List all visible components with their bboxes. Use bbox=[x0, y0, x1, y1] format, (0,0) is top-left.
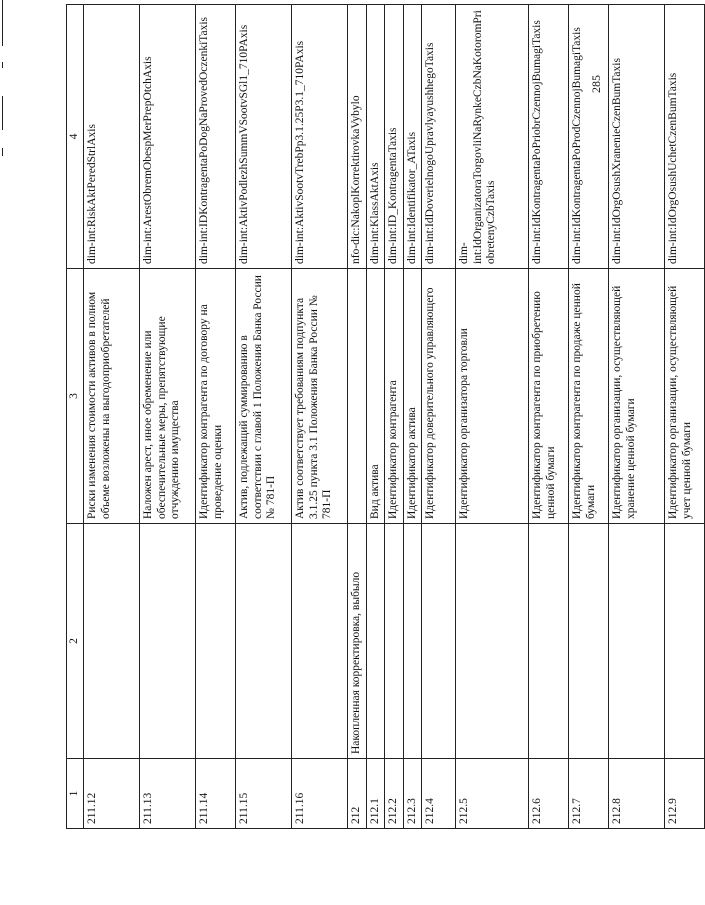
row-taxonomy: dim-int:RiskAktPeredStrlAxis bbox=[84, 5, 140, 269]
table-row bbox=[196, 5, 236, 829]
row-taxonomy: dim-int:KlassAktAxis bbox=[366, 5, 385, 269]
row-name bbox=[385, 524, 404, 759]
row-name bbox=[366, 524, 385, 759]
row-code: 212.3 bbox=[403, 759, 422, 829]
row-code: 211.14 bbox=[196, 759, 236, 829]
row-name bbox=[422, 524, 456, 759]
row-taxonomy: dim-int:IDKontragentaPoDogNaProvedOczenkiTaxis bbox=[196, 5, 236, 269]
row-description: Идентификатор организации, осуществляющей учет ценной бумаги bbox=[665, 269, 705, 524]
header-cell: 4 bbox=[67, 5, 84, 269]
row-description: Идентификатор организатора торговли bbox=[456, 269, 529, 524]
row-name bbox=[456, 524, 529, 759]
row-taxonomy: nfo-dic:NakoplKorrektirovkaVybylo bbox=[348, 5, 367, 269]
row-code: 212.2 bbox=[385, 759, 404, 829]
table-row bbox=[403, 5, 422, 829]
row-description: Вид актива bbox=[366, 269, 385, 524]
table-row bbox=[456, 5, 529, 829]
row-taxonomy: dim-int:IdDoverielnogoUpravlyayushhegoTaxis bbox=[422, 5, 456, 269]
row-taxonomy: dim-int:IdKontragentaPoProdCzennojBumagiTaxis bbox=[569, 5, 609, 269]
row-description: Риски изменения стоимости активов в полном объеме возложены на выгодоприобретателей bbox=[84, 269, 140, 524]
table-row bbox=[569, 5, 609, 829]
row-name bbox=[292, 524, 348, 759]
header-cell: 1 bbox=[67, 759, 84, 829]
row-description: Идентификатор контрагента по договору на проведение оценки bbox=[196, 269, 236, 524]
table-row bbox=[236, 5, 292, 829]
row-taxonomy: dim-int:AktivSootvTrebPp3.1.25P3.1_710PAxis bbox=[292, 5, 348, 269]
row-taxonomy: dim-int:IdOrgOsushUchetCzenBumTaxis bbox=[665, 5, 705, 269]
row-description: Идентификатор актива bbox=[403, 269, 422, 524]
table-row bbox=[348, 5, 367, 829]
row-code: 212.5 bbox=[456, 759, 529, 829]
row-name bbox=[403, 524, 422, 759]
row-taxonomy: dim-int:Identifikator_ATaxis bbox=[403, 5, 422, 269]
row-code: 212.9 bbox=[665, 759, 705, 829]
table-row bbox=[385, 5, 404, 829]
table-row bbox=[665, 5, 705, 829]
table-row bbox=[422, 5, 456, 829]
row-description bbox=[348, 269, 367, 524]
row-taxonomy: dim-int:IdKontragentaPoPriobrCzennojBumagiTaxis bbox=[529, 5, 569, 269]
row-code: 212 bbox=[348, 759, 367, 829]
row-taxonomy: dim-int:ArestObremObespMerPrepOtchAxis bbox=[140, 5, 196, 269]
row-name: Накопленная корректировка, выбыло bbox=[348, 524, 367, 759]
row-code: 212.4 bbox=[422, 759, 456, 829]
header-cell: 2 bbox=[67, 524, 84, 759]
row-taxonomy: dim-int:AktivPodlezhSummVSootvSGl1_710PAxis bbox=[236, 5, 292, 269]
row-name bbox=[196, 524, 236, 759]
row-description: Идентификатор контрагента по продаже ценной бумаги bbox=[569, 269, 609, 524]
row-name bbox=[569, 524, 609, 759]
row-code: 211.12 bbox=[84, 759, 140, 829]
row-taxonomy: dim-int:IdOrgOsushXranenieCzenBumTaxis bbox=[609, 5, 665, 269]
row-name bbox=[84, 524, 140, 759]
row-name bbox=[665, 524, 705, 759]
document-table bbox=[66, 4, 705, 829]
header-cell: 3 bbox=[67, 269, 84, 524]
row-taxonomy: dim-int:IdOrganizatoraTorgovliNaRynkeCzbNaKotoromPriobretenyCzbTaxis bbox=[456, 5, 529, 269]
row-code: 211.15 bbox=[236, 759, 292, 829]
table-row bbox=[609, 5, 665, 829]
row-code: 212.1 bbox=[366, 759, 385, 829]
table-row bbox=[366, 5, 385, 829]
table-row bbox=[84, 5, 140, 829]
binding-marks bbox=[0, 0, 8, 160]
row-name bbox=[609, 524, 665, 759]
table-header-row bbox=[67, 5, 84, 829]
page-number: 285 bbox=[589, 75, 603, 93]
row-taxonomy: dim-int:ID_KontragentaTaxis bbox=[385, 5, 404, 269]
row-description: Идентификатор доверительного управляющего bbox=[422, 269, 456, 524]
table-row bbox=[140, 5, 196, 829]
row-description: Идентификатор контрагента по приобретению ценной бумаги bbox=[529, 269, 569, 524]
row-code: 211.16 bbox=[292, 759, 348, 829]
row-name bbox=[529, 524, 569, 759]
row-description: Идентификатор организации, осуществляющей хранение ценной бумаги bbox=[609, 269, 665, 524]
table-row bbox=[292, 5, 348, 829]
row-code: 212.7 bbox=[569, 759, 609, 829]
row-description: Актив соответствует требованиям подпункта 3.1.25 пункта 3.1 Положения Банка России № 781-П bbox=[292, 269, 348, 524]
row-description: Актив, подлежащий суммированию в соответствии с главой 1 Положения Банка России № 781-П bbox=[236, 269, 292, 524]
row-description: Идентификатор контрагента bbox=[385, 269, 404, 524]
row-code: 212.6 bbox=[529, 759, 569, 829]
row-name bbox=[236, 524, 292, 759]
row-description: Наложен арест, иное обременение или обеспечительные меры, препятствующие отчуждению имущества bbox=[140, 269, 196, 524]
row-name bbox=[140, 524, 196, 759]
table-row bbox=[529, 5, 569, 829]
row-code: 211.13 bbox=[140, 759, 196, 829]
row-code: 212.8 bbox=[609, 759, 665, 829]
